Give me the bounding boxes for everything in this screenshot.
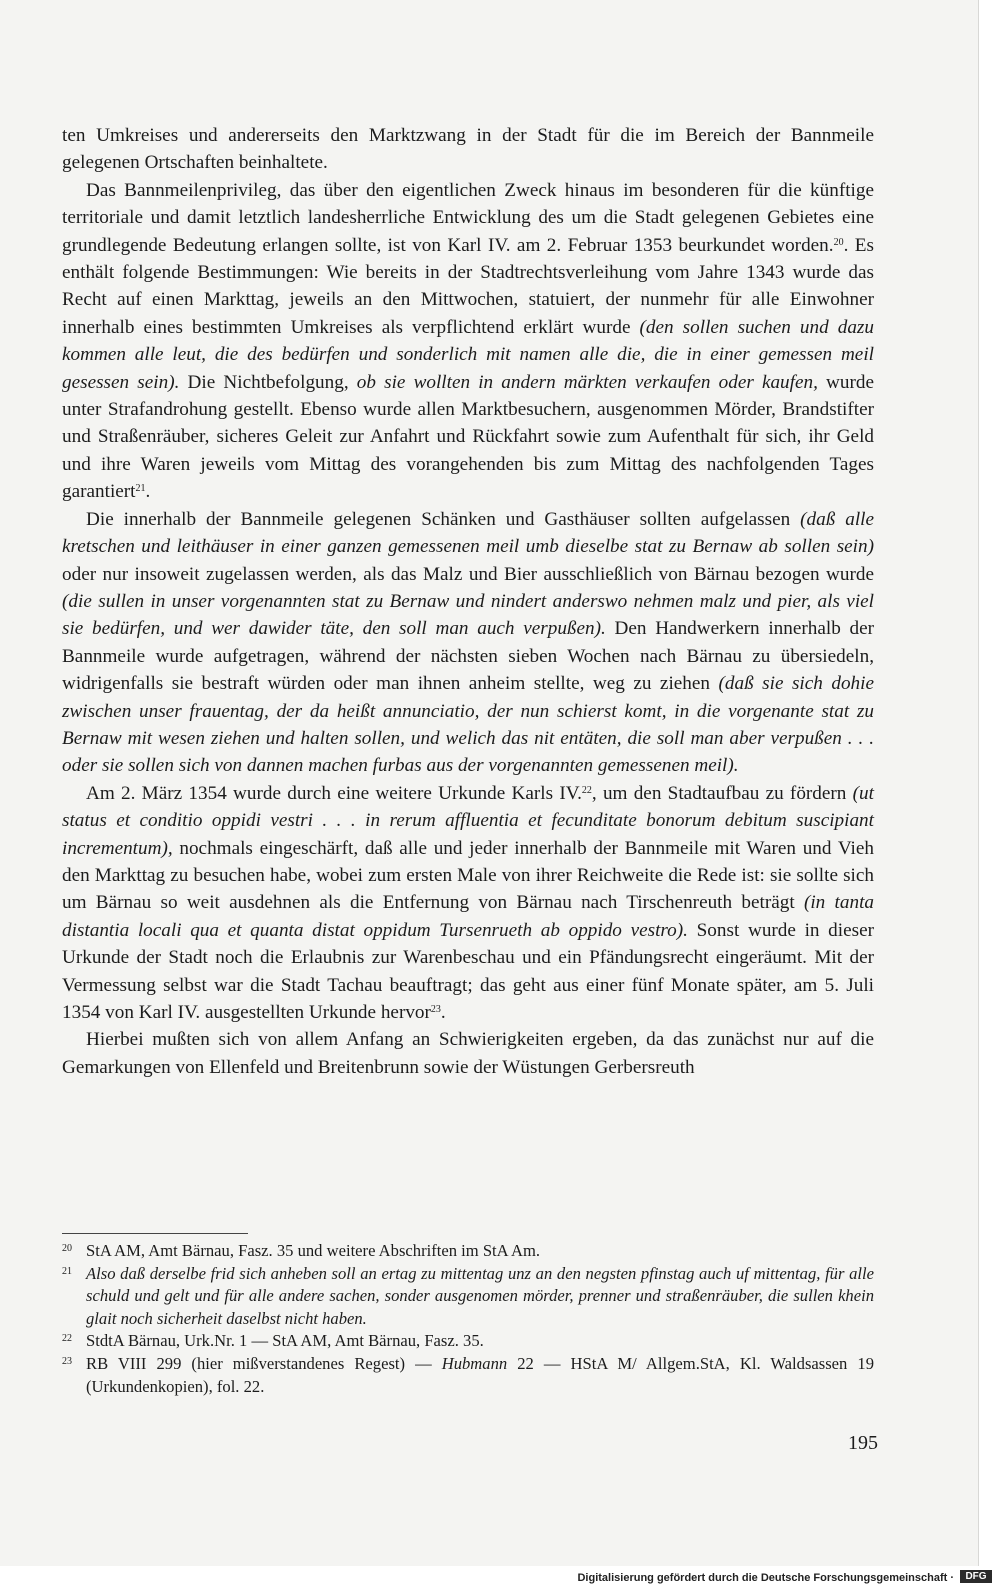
text-run: . Es enthält folgende Bestimmungen: Wie bereits in der Stadtrechtsverleihung vom Jahre 1343 wurde das Recht auf einen Markttag, jeweils an den Mittwochen, statuiert, der nunmehr für alle Einwohner innerhalb eines bestimmten Umkreises als verpflichtend erklärt wurde [62,234,874,338]
quoted-source-text: (die sullen in unser vorgenannten stat zu Bernaw und nindert anderswo nehmen malz und pier, als viel sie bedürfen, und wer dawider täte, den soll man auch verpußen). [62,590,874,640]
paragraph [62,122,874,177]
footnote-ref: 20 [833,236,844,248]
quoted-source-text: ob sie wollten in andern märkten verkaufen oder kaufen, [356,371,818,393]
quoted-source-text: Hubmann [441,1353,508,1373]
quoted-source-text: (den sollen suchen und dazu kommen alle leut, die des bedürfen und sonderlich mit namen alle die, die in einer gemessen meil gesessen sein). [62,316,874,393]
text-run: Den Handwerkern innerhalb der Bannmeile wurde aufgetragen, während der nächsten sieben Wochen nach Bärnau zu übersiedeln, widrigenfalls sie bestraft würden oder man ihnen anheim stellte, weg zu ziehen [62,618,875,695]
text-run: nochmals eingeschärft, daß alle und jeder innerhalb der Bannmeile mit Waren und Vieh den Markttag zu besuchen habe, wobei zum ersten Male von ihrer Reichweite die Rede ist: sie sollte sich um Bärnau so weit ausdehnen als die Entfernung von Bärnau nach Tirschenreuth beträgt [62,837,874,914]
footnotes [62,1240,874,1398]
page-number: 195 [848,1432,878,1454]
footnote-text [86,1354,874,1396]
text-run: StA AM, Amt Bärnau, Fasz. 35 und weitere Abschriften im StA Am. [86,1241,541,1260]
quoted-source-text: (ut status et conditio oppidi vestri . . . in rerum affluentia et fecunditate bonorum debitum suscipiant incrementum), [62,782,874,859]
text-run: 22 — HStA M/ Allgem.StA, Kl. Waldsassen 19 (Urkundenkopien), fol. 22. [86,1353,874,1396]
footnote [62,1353,874,1398]
text-run: Das Bannmeilenprivileg, das über den eigentlichen Zweck hinaus im besonderen für die künftige territoriale und damit letztlich landesherrliche Entwicklung des um die Stadt gelegenen Gebietes eine grundlegende Bedeutung erlangen sollte, ist von Karl IV. am 2. Februar 1353 beurkundet worden. [62,179,874,256]
text-run: . [440,1002,446,1023]
paragraph [62,780,874,1027]
footnote-number: 23 [62,1355,72,1367]
quoted-source-text: (daß sie sich dohie zwischen unser frauentag, der da heißt annunciatio, der nun schierst komt, in die vorgenante stat zu Bernaw mit wesen ziehen und halten sollen, und welich das nit entäten, die soll man aber verpußen . . . oder sie sollen sich von dannen machen furbas aus der vorgenannten gemessenen meil). [62,673,874,777]
text-run: Hierbei mußten sich von allem Anfang an Schwierigkeiten ergeben, da das zunächst nur auf die Gemarkungen von Ellenfeld und Breitenbrunn sowie der Wüstungen Gerbersreuth [62,1029,874,1078]
paragraph [62,506,874,780]
footnote-text [86,1331,484,1350]
footnote-number: 21 [62,1265,72,1277]
footnote-number: 22 [62,1333,72,1345]
footnote-ref: 21 [135,483,146,495]
digitization-credit: Digitalisierung gefördert durch die Deutsche Forschungsgemeinschaft · [577,1572,954,1584]
quoted-source-text: (daß alle kretschen und leithäuser in einer ganzen gemessenen meil umb dieselbe stat zu Bernaw ab sollen sein) [62,508,874,558]
paragraph [62,1026,874,1081]
footnote [62,1263,874,1331]
quoted-source-text: Also daß derselbe frid sich anheben soll an ertag zu mittentag unz an den negsten pfinstag auch uf mittentag, für alle schuld und gelt und für alle andere sachen, sonder ausgenomen mörder, prenner und straßenräuber, die sullen khein glait noch sicherheit daselbst nicht haben. [86,1263,874,1328]
text-run: , um den Stadtaufbau zu fördern [591,782,853,804]
footnote-ref: 23 [430,1004,441,1015]
main-text [62,122,874,1081]
text-run: RB VIII 299 (hier mißverstandenes Regest) — [86,1353,442,1373]
footnote-text [86,1264,874,1328]
quoted-source-text: (in tanta distantia locali qua et quanta distat oppidum Tursenrueth ab oppido vestro). [62,892,874,941]
dfg-logo: DFG [960,1570,992,1583]
footnote [62,1330,874,1353]
paragraph [62,177,874,506]
footnote-text [86,1241,540,1260]
text-run: wurde unter Strafandrohung gestellt. Ebenso wurde allen Marktbesuchern, ausgenommen Mörder, Brandstifter und Straßenräuber, sicheres Geleit zur Anfahrt und Rückfahrt sowie zum Aufenthalt für sich, ihr Geld und ihre Waren jeweils vom Mittag des vorangehenden bis zum Mittag des nachfolgenden Tages garantiert [62,371,875,503]
text-run: . [145,481,151,503]
footnote-ref: 22 [581,784,592,796]
text-run: ten Umkreises und andererseits den Marktzwang in der Stadt für die im Bereich der Bannmeile gelegenen Ortschaften beinhaltete. [62,125,874,174]
footnote [62,1240,874,1263]
text-run: Die innerhalb der Bannmeile gelegenen Schänken und Gasthäuser sollten aufgelassen [86,508,801,530]
text-run: Am 2. März 1354 wurde durch eine weitere Urkunde Karls IV. [86,782,582,804]
text-run: oder nur insoweit zugelassen werden, als das Malz und Bier ausschließlich von Bärnau bezogen wurde [62,563,874,585]
text-run: StdtA Bärnau, Urk.Nr. 1 — StA AM, Amt Bärnau, Fasz. 35. [86,1331,484,1351]
footnote-divider [62,1233,248,1234]
text-run: Die Nichtbefolgung, [179,371,357,393]
text-run: Sonst wurde in dieser Urkunde der Stadt noch die Erlaubnis zur Warenbeschau und ein Pfändungsrecht eingeräumt. Mit der Vermessung selbst war die Stadt Tachau beauftragt; das geht aus einer fünf Monate später, am 5. Juli 1354 von Karl IV. ausgestellten Urkunde hervor [62,919,874,1023]
footnote-number: 20 [62,1243,72,1254]
